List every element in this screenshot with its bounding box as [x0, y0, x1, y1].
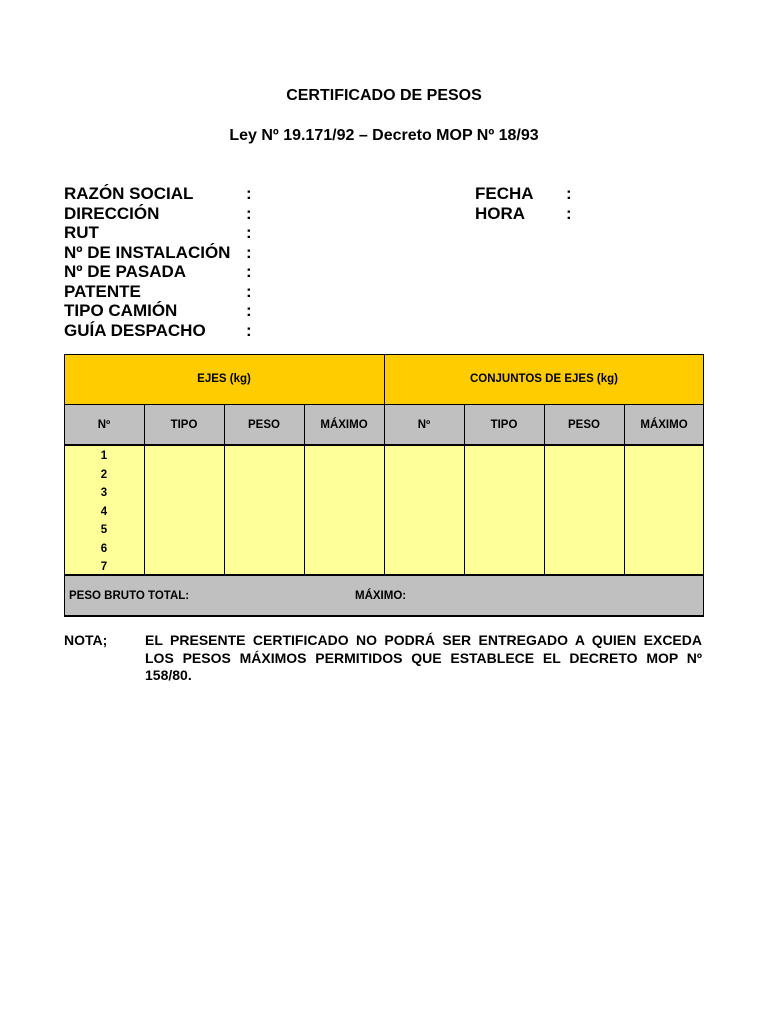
field-tipo-camion-label: TIPO CAMIÓN: [64, 301, 178, 320]
field-instalacion-colon: :: [246, 242, 252, 262]
field-pasada-colon: :: [246, 262, 252, 281]
field-fecha-label: FECHA: [475, 184, 534, 203]
table-border-left: [64, 354, 65, 616]
column-header-ejes-maximo: MÁXIMO: [320, 418, 368, 431]
field-hora-colon: :: [566, 203, 572, 223]
field-instalacion-label: Nº DE INSTALACIÓN: [64, 242, 231, 262]
weights-table: [64, 354, 704, 616]
row-number: 6: [100, 542, 108, 555]
field-guia-despacho-colon: :: [246, 320, 252, 340]
field-direccion-colon: :: [246, 203, 252, 223]
table-rule: [384, 354, 385, 575]
table-rule: [224, 404, 225, 575]
field-razon-social-label: RAZÓN SOCIAL: [64, 184, 194, 203]
row-number: 1: [100, 450, 108, 462]
table-border-right: [703, 354, 705, 616]
field-rut-colon: :: [246, 223, 252, 242]
field-fecha-colon: :: [566, 184, 572, 203]
row-number: 5: [100, 524, 108, 536]
table-border-bottom: [64, 615, 704, 617]
column-header-conjuntos-maximo: MÁXIMO: [640, 418, 688, 431]
field-guia-despacho-label: GUÍA DESPACHO: [64, 320, 206, 340]
field-pasada-label: Nº DE PASADA: [64, 262, 187, 281]
table-rule: [304, 404, 305, 575]
group-header-ejes: EJES (kg): [197, 373, 251, 385]
field-patente-label: PATENTE: [64, 281, 141, 301]
column-header-ejes-peso: PESO: [248, 418, 280, 431]
table-rule: [464, 404, 465, 575]
note-label: NOTA;: [64, 632, 108, 648]
column-header-conjuntos-numero: Nº: [417, 418, 431, 431]
row-number: 7: [100, 561, 108, 573]
column-header-ejes-tipo: TIPO: [170, 418, 198, 431]
note-text: EL PRESENTE CERTIFICADO NO PODRÁ SER ENTREGADO A QUIEN EXCEDA LOS PESOS MÁXIMOS PERMITIDOS QUE ESTABLECE EL DECRETO MOP Nº 158/80.: [145, 632, 702, 683]
footer-maximum-label: MÁXIMO:: [355, 589, 407, 602]
table-rule: [144, 404, 145, 575]
column-header-ejes-numero: Nº: [97, 418, 111, 431]
table-rule: [544, 404, 545, 575]
field-tipo-camion-colon: :: [246, 301, 252, 320]
group-header-conjuntos: CONJUNTOS DE EJES (kg): [469, 373, 619, 385]
document-title: CERTIFICADO DE PESOS: [286, 87, 482, 104]
field-hora-label: HORA: [475, 203, 526, 223]
column-header-conjuntos-peso: PESO: [568, 418, 600, 431]
row-number: 3: [100, 487, 108, 499]
field-razon-social-colon: :: [246, 184, 252, 203]
column-header-conjuntos-tipo: TIPO: [490, 418, 518, 431]
document-subtitle: Ley Nº 19.171/92 – Decreto MOP Nº 18/93: [229, 127, 539, 144]
table-rule: [624, 404, 625, 575]
row-number: 2: [100, 468, 108, 481]
field-patente-colon: :: [246, 281, 252, 301]
row-number: 4: [100, 505, 108, 518]
field-direccion-label: DIRECCIÓN: [64, 203, 160, 223]
field-rut-label: RUT: [64, 223, 99, 242]
gross-weight-total-label: PESO BRUTO TOTAL:: [69, 589, 190, 602]
